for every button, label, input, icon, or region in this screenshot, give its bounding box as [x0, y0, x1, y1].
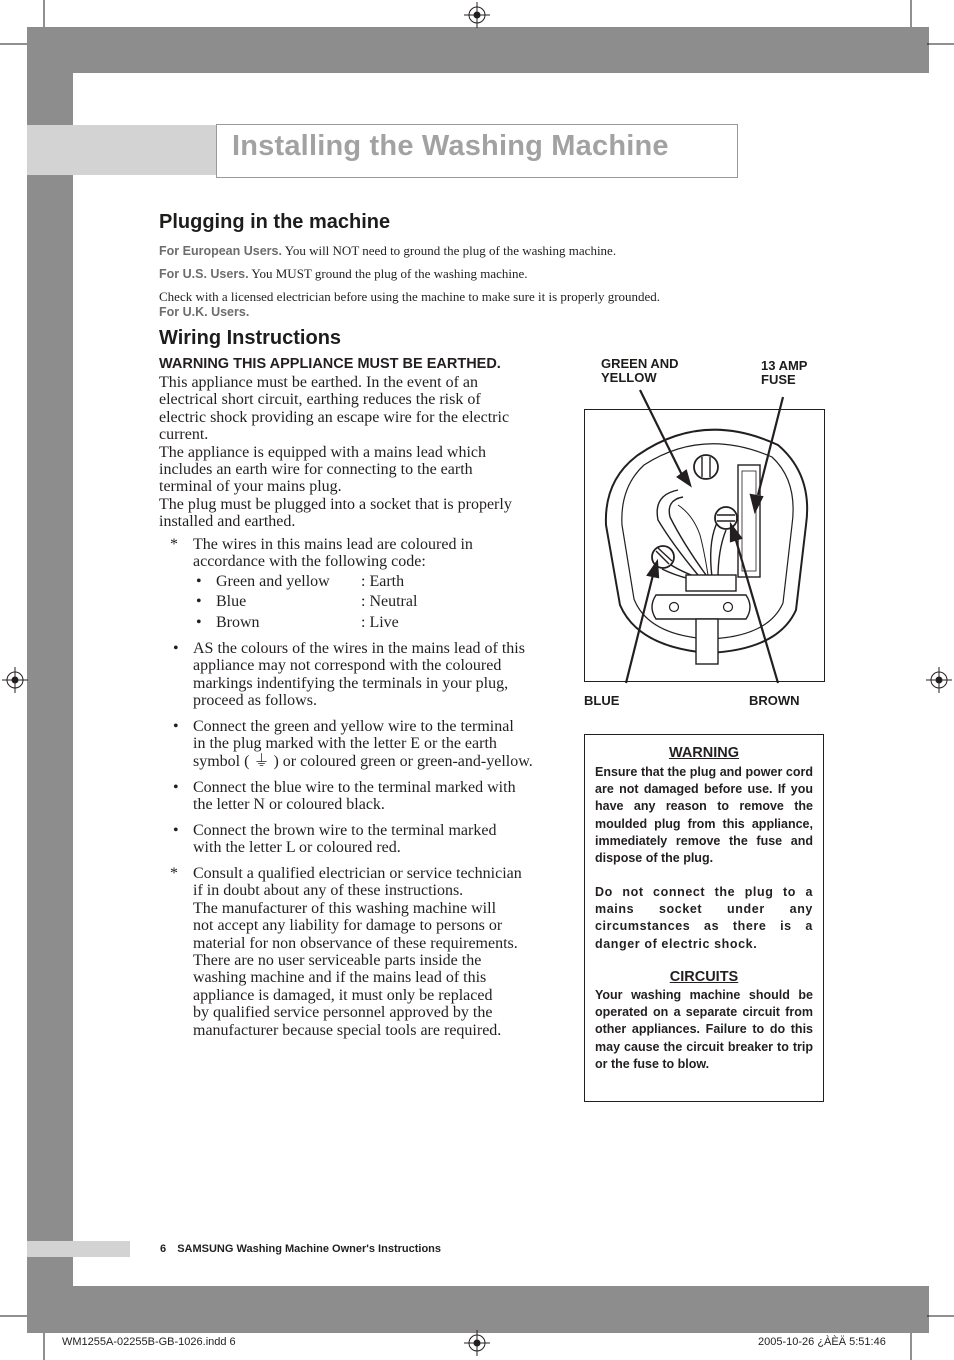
- text-line: AS the colours of the wires in the mains lead of this: [193, 640, 525, 657]
- eu-paragraph: [159, 242, 616, 260]
- registration-mark-top-icon: [464, 2, 490, 28]
- slug-file: WM1255A-02255B-GB-1026.indd 6: [62, 1336, 236, 1348]
- footer: [160, 1243, 441, 1255]
- consult-paragraph: [193, 865, 522, 1039]
- list-item: [193, 822, 496, 857]
- eu-label: For European Users.: [159, 244, 282, 258]
- label-blue: BLUE: [584, 693, 620, 708]
- warning-box-text-2: Do not connect the plug to a mains socket under any circumstances as there is a danger of electric shock.: [595, 885, 813, 951]
- text-line: terminal of your mains plug.: [159, 478, 342, 496]
- text-line: Connect the green and yellow wire to the terminal: [193, 718, 514, 735]
- section-heading-wiring: Wiring Instructions: [159, 327, 342, 349]
- colour-code-intro: [193, 536, 473, 571]
- us-label: For U.S. Users.: [159, 267, 249, 281]
- wire-meaning: : Live: [361, 614, 399, 631]
- check-text: Check with a licensed electrician before using the machine to make sure it is properly grounded.: [159, 289, 661, 304]
- text-line: current.: [159, 426, 209, 444]
- footer-band: [27, 1241, 130, 1257]
- eu-text: You will NOT need to ground the plug of the washing machine.: [284, 243, 617, 258]
- text-line: The appliance is equipped with a mains lead which: [159, 443, 487, 461]
- page-number: 6: [160, 1243, 167, 1255]
- label-line: 13 AMP: [761, 358, 808, 373]
- earthed-warning: WARNING THIS APPLIANCE MUST BE EARTHED.: [159, 356, 501, 372]
- text-line: The manufacturer of this washing machine will: [193, 899, 497, 917]
- section-heading-plugging: Plugging in the machine: [159, 211, 391, 233]
- warning-box-text-1: Ensure that the plug and power cord are not damaged before use. If you have any reason to remove the moulded plug from this appliance, immediately remove the fuse and dispose of the plug.: [595, 765, 813, 866]
- circuits-text: Your washing machine should be operated on a separate circuit from other appliances. Failure to do this may cause the circuit breaker to trip or the fuse to blow.: [595, 988, 813, 1071]
- label-line: YELLOW: [601, 370, 657, 385]
- text-line: proceed as follows.: [193, 692, 317, 710]
- registration-mark-bottom-icon: [464, 1330, 490, 1356]
- text-line: The plug must be plugged into a socket that is properly: [159, 495, 512, 513]
- bullet-mark: •: [173, 779, 179, 796]
- text-line: with the letter L or coloured red.: [193, 839, 401, 857]
- title-band: [27, 125, 217, 175]
- text-line: not accept any liability for damage to persons or: [193, 917, 503, 935]
- bullet-mark: •: [173, 640, 179, 657]
- slug-date: 2005-10-26 ¿ÀÈÄ 5:51:46: [758, 1336, 886, 1348]
- text-line: if in doubt about any of these instructions.: [193, 882, 464, 900]
- asterisk-mark: *: [170, 536, 178, 553]
- text-line: washing machine and if the mains lead of this: [193, 969, 487, 987]
- text-line: the letter N or coloured black.: [193, 796, 385, 814]
- bullet-mark: •: [196, 614, 202, 631]
- list-item: [193, 718, 533, 770]
- warning-box-title: WARNING: [668, 745, 740, 761]
- wire-meaning: : Earth: [361, 573, 405, 590]
- bullet-mark: •: [196, 593, 202, 610]
- text-line: electric shock providing an escape wire for the electric: [159, 408, 510, 426]
- wire-meaning: : Neutral: [361, 593, 418, 610]
- text-line: Consult a qualified electrician or service technician: [193, 865, 522, 882]
- bullet-mark: •: [173, 718, 179, 735]
- registration-mark-left-icon: [2, 667, 28, 693]
- text-line: in the plug marked with the letter E or the earth: [193, 735, 497, 753]
- text-line: electrical short circuit, earthing reduces the risk of: [159, 391, 481, 409]
- registration-mark-right-icon: [926, 667, 952, 693]
- text-line: The wires in this mains lead are coloured in: [193, 536, 473, 553]
- footer-doc-title: Washing Machine Owner's Instructions: [236, 1243, 441, 1255]
- circuits-title: CIRCUITS: [669, 969, 739, 985]
- wire-colour: Brown: [216, 614, 260, 631]
- text-line: material for non observance of these requirements.: [193, 934, 518, 952]
- text-line: installed and earthed.: [159, 513, 296, 531]
- text-line: accordance with the following code:: [193, 553, 426, 571]
- page-title: Installing the Washing Machine: [232, 130, 669, 162]
- text-line: by qualified service personnel approved by the: [193, 1004, 493, 1022]
- text-line: includes an earth wire for connecting to the earth: [159, 461, 473, 479]
- text-line: Connect the brown wire to the terminal marked: [193, 822, 497, 839]
- text-line: appliance may not correspond with the coloured: [193, 657, 502, 675]
- label-line: FUSE: [761, 372, 796, 387]
- earthing-paragraph: [159, 374, 579, 531]
- text-line: There are no user serviceable parts inside the: [193, 952, 482, 970]
- list-item: [193, 779, 516, 814]
- plug-diagram: [578, 385, 828, 685]
- list-item: [193, 640, 525, 710]
- label-brown: BROWN: [749, 693, 800, 708]
- text-line: Connect the blue wire to the terminal marked with: [193, 779, 516, 796]
- us-text: You MUST ground the plug of the washing machine.: [251, 266, 528, 281]
- wire-colour: Green and yellow: [216, 573, 330, 590]
- text-line: This appliance must be earthed. In the event of an: [159, 374, 478, 391]
- label-green-yellow: [601, 357, 679, 385]
- text-line: symbol ( ⏚ ) or coloured green or green-and-yellow.: [193, 752, 533, 770]
- us-paragraph: [159, 265, 528, 283]
- asterisk-mark: *: [170, 865, 178, 882]
- wire-colour: Blue: [216, 593, 247, 610]
- label-line: GREEN AND: [601, 356, 679, 371]
- text-line: appliance is damaged, it must only be replaced: [193, 986, 493, 1004]
- uk-label: For U.K. Users.: [159, 305, 250, 319]
- bullet-mark: •: [196, 573, 202, 590]
- bullet-mark: •: [173, 822, 179, 839]
- brand-name: SAMSUNG: [177, 1243, 234, 1255]
- text-line: markings indentifying the terminals in your plug,: [193, 674, 509, 692]
- text-line: manufacturer because special tools are required.: [193, 1021, 502, 1039]
- label-fuse: [761, 359, 807, 387]
